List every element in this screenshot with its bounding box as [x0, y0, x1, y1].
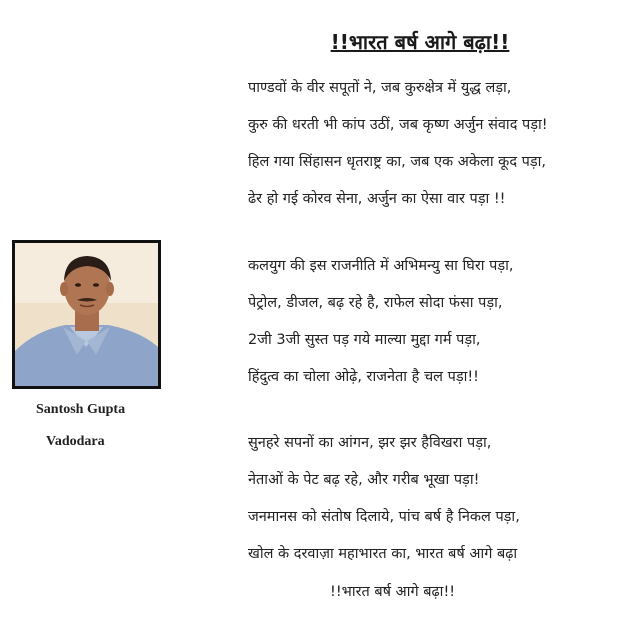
- poem-title: !!भारत बर्ष आगे बढ़ा!!: [330, 30, 510, 54]
- author-photo: [12, 240, 161, 389]
- poem-line: कुरु की धरती भी कांप उठीं, जब कृष्ण अर्जुन संवाद पड़ा!: [248, 117, 548, 133]
- poem-line: सुनहरे सपनों का आंगन, झर झर हैविखरा पड़ा,: [248, 435, 492, 451]
- poem-line: कलयुग की इस राजनीति में अभिमन्यु सा घिरा पड़ा,: [248, 258, 514, 274]
- author-name: Santosh Gupta: [36, 402, 126, 417]
- stanza-1: [248, 70, 628, 218]
- poem-line: नेताओं के पेट बढ़ रहे, और गरीब भूखा पड़ा!: [248, 472, 480, 488]
- poem-line: हिंदुत्व का चोला ओढ़े, राजनेता है चल पड़ा!!: [248, 369, 479, 385]
- closing-line: !!भारत बर्ष आगे बढ़ा!!: [330, 584, 456, 600]
- author-city: Vadodara: [46, 434, 105, 449]
- poem-line: 2जी 3जी सुस्त पड़ गये माल्या मुद्दा गर्म पड़ा,: [248, 332, 481, 348]
- poem-line: जनमानस को संतोष दिलाये, पांच बर्ष है निकल पड़ा,: [248, 509, 520, 525]
- portrait-illustration: [15, 243, 158, 386]
- poem-line: पाण्डवों के वीर सपूतों ने, जब कुरुक्षेत्र में युद्ध लड़ा,: [248, 80, 512, 96]
- poem-line: खोल के दरवाज़ा महाभारत का, भारत बर्ष आगे बढ़ा: [248, 546, 518, 562]
- poem-line: हिल गया सिंहासन धृतराष्ट्र का, जब एक अकेला कूद पड़ा,: [248, 154, 546, 170]
- stanza-2: [248, 248, 628, 396]
- poem-line: ढेर हो गई कोरव सेना, अर्जुन का ऐसा वार पड़ा !!: [248, 191, 506, 207]
- stanza-3: [248, 425, 628, 573]
- poem-line: पेट्रोल, डीजल, बढ़ रहे है, राफेल सोदा फंसा पड़ा,: [248, 295, 503, 311]
